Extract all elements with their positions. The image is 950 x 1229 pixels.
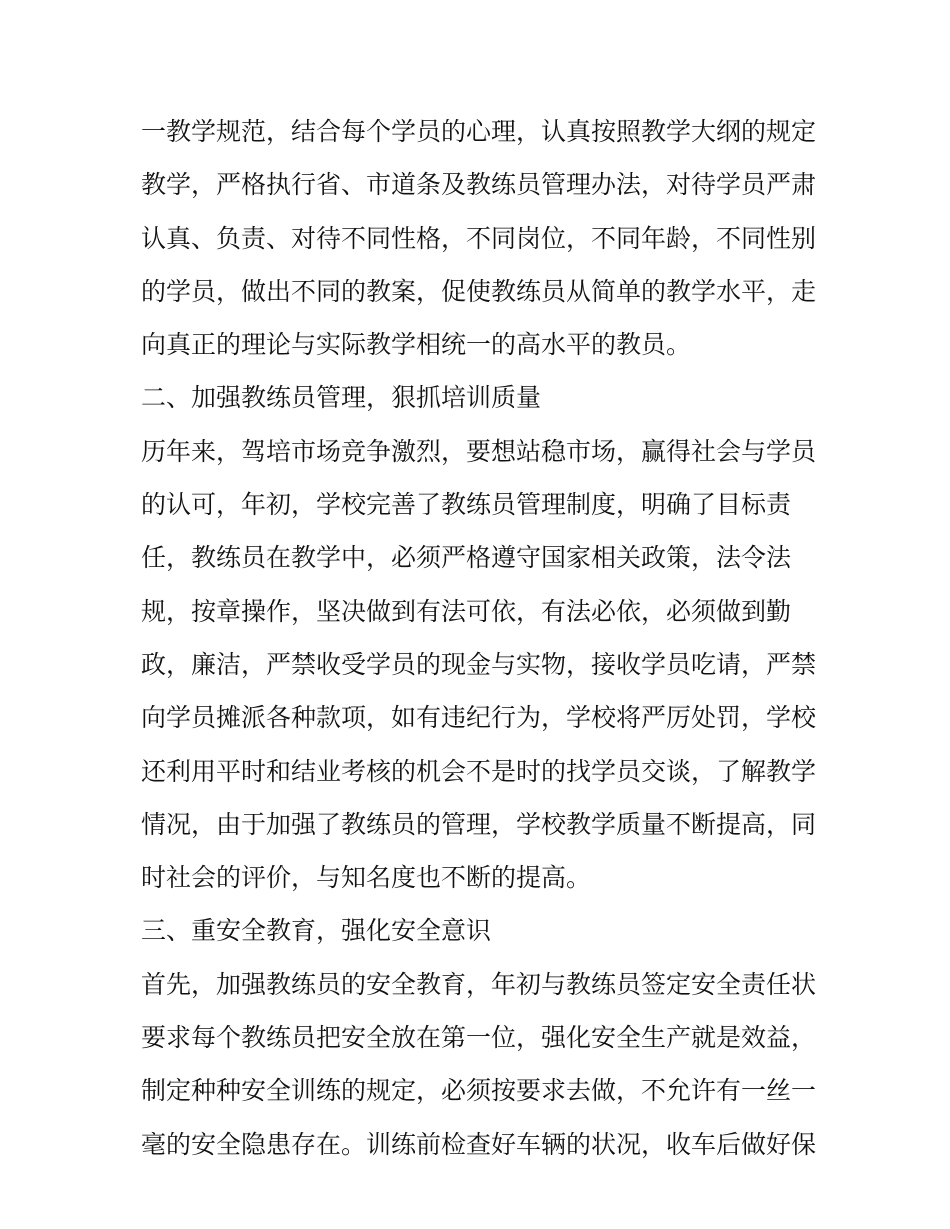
paragraph-line: 教学，严格执行省、市道条及教练员管理办法，对待学员严肃 — [141, 170, 817, 200]
paragraph-line: 一教学规范，结合每个学员的心理，认真按照教学大纲的规定 — [141, 117, 817, 146]
document-body — [141, 105, 821, 1171]
paragraph-line: 情况，由于加强了教练员的管理，学校教学质量不断提高，同 — [141, 809, 817, 839]
paragraph-line: 向学员摊派各种款项，如有违纪行为，学校将严厉处罚，学校 — [141, 703, 817, 733]
section-heading: 三、重安全教育，强化安全意识 — [141, 916, 492, 946]
paragraph-line: 首先，加强教练员的安全教育，年初与教练员签定安全责任状 — [141, 969, 817, 999]
paragraph-line: 任，教练员在教学中，必须严格遵守国家相关政策，法令法 — [141, 543, 792, 573]
paragraph-line: 要求每个教练员把安全放在第一位，强化安全生产就是效益， — [141, 1023, 817, 1053]
paragraph-line: 向真正的理论与实际教学相统一的高水平的教员。 — [141, 330, 692, 360]
paragraph-line: 制定种种安全训练的规定，必须按要求去做，不允许有一丝一 — [141, 1076, 817, 1106]
paragraph-line: 认真、负责、对待不同性格，不同岗位，不同年龄，不同性别 — [141, 223, 817, 253]
paragraph-line: 还利用平时和结业考核的机会不是时的找学员交谈，了解教学 — [141, 756, 817, 786]
paragraph-line: 的学员，做出不同的教案，促使教练员从简单的教学水平，走 — [141, 276, 817, 306]
paragraph-line: 政，廉洁，严禁收受学员的现金与实物，接收学员吃请，严禁 — [141, 649, 817, 679]
section-heading: 二、加强教练员管理，狠抓培训质量 — [141, 383, 542, 413]
paragraph-line: 的认可，年初，学校完善了教练员管理制度，明确了目标责 — [141, 490, 792, 520]
paragraph-line: 历年来，驾培市场竞争激烈，要想站稳市场，赢得社会与学员 — [141, 436, 817, 466]
paragraph-line: 规，按章操作，坚决做到有法可依，有法必依，必须做到勤 — [141, 596, 792, 626]
paragraph-line: 时社会的评价，与知名度也不断的提高。 — [141, 863, 592, 893]
paragraph-line: 毫的安全隐患存在。训练前检查好车辆的状况，收车后做好保 — [141, 1129, 817, 1159]
